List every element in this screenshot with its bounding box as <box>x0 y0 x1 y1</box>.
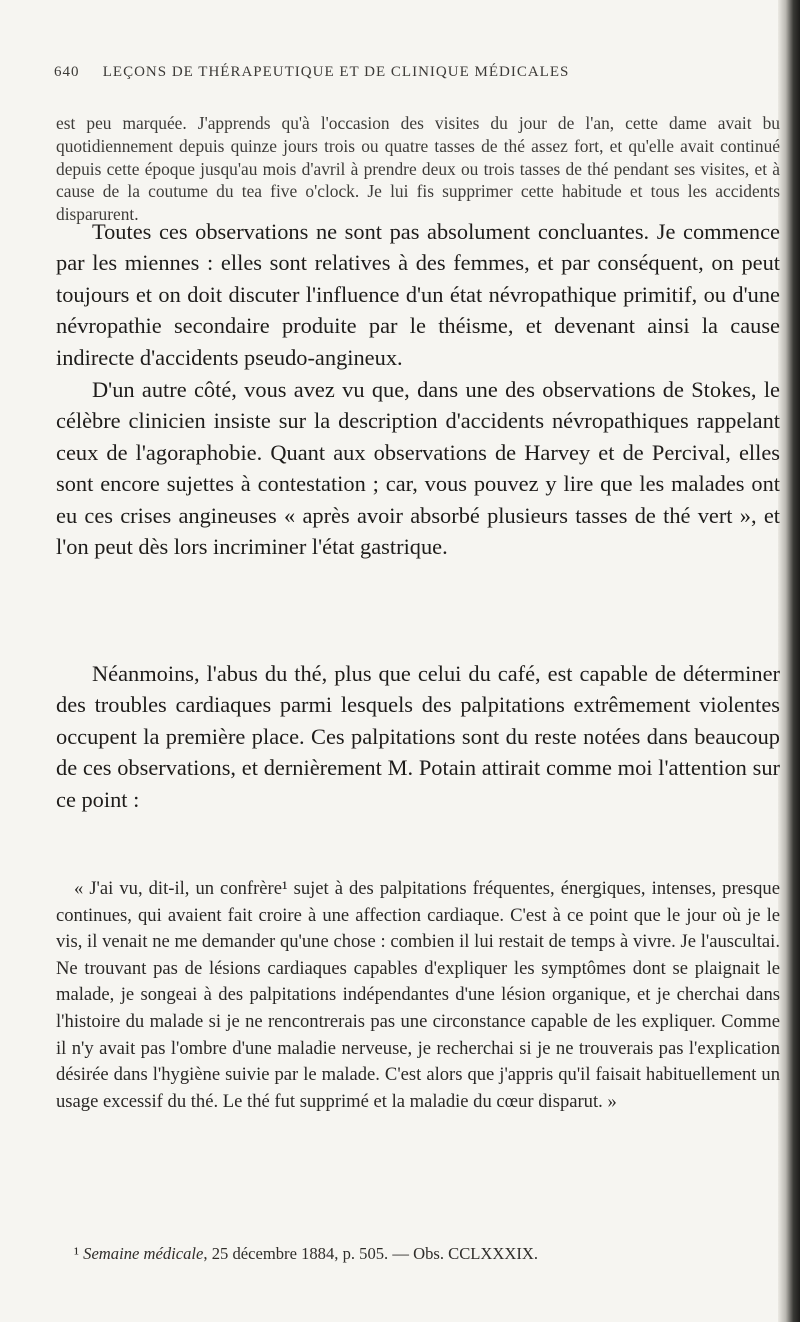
running-title: LEÇONS DE THÉRAPEUTIQUE ET DE CLINIQUE MÉDICALES <box>102 64 570 80</box>
paragraph-tea-abuse: Néanmoins, l'abus du thé, plus que celui du café, est capable de déterminer des troubles cardiaques parmi lesquels des palpitations extrêmement violentes occupent la première place. Ces palpitations sont du reste notées dans beaucoup de ces observations, et dernièrement M. Potain attirait comme moi l'attention sur ce point : <box>56 661 780 812</box>
paragraph-observations: Toutes ces observations ne sont pas absolument concluantes. Je commence par les miennes : elles sont relatives à des femmes, et par conséquent, on peut toujours et on doit discuter l'influence d'un état névropathique primitif, ou d'une névropathie secondaire produite par le théisme, et devenant ainsi la cause indirecte d'accidents pseudo-angineux. <box>56 219 780 370</box>
paragraph-continued: est peu marquée. J'apprends qu'à l'occasion des visites du jour de l'an, cette dame avait bu quotidiennement depuis quinze jours trois ou quatre tasses de thé assez fort, et qu'elle avait continué depuis cette époque jusqu'au mois d'avril à prendre deux ou trois tasses de thé pendant ses visites, et à cause de la coutume du tea five o'clock. Je lui fis supprimer cette habitude et tous les accidents disparurent. <box>56 113 780 225</box>
paragraph-stokes: D'un autre côté, vous avez vu que, dans une des observations de Stokes, le célèbre clinicien insiste sur la description d'accidents névropathiques rappelant ceux de l'agoraphobie. Quant aux observations de Harvey et de Percival, elles sont encore sujettes à contestation ; car, vous pouvez y lire que les malades ont eu ces crises angineuses « après avoir absorbé plusieurs tasses de thé vert », et l'on peut dès lors incriminer l'état gastrique. <box>56 377 780 560</box>
footnote-source: Semaine médicale <box>83 1244 204 1263</box>
running-header <box>54 64 774 81</box>
potain-quotation: « J'ai vu, dit-il, un confrère¹ sujet à des palpitations fréquentes, énergiques, intenses, presque continues, qui avaient fait croire à une affection cardiaque. C'est à ce point que le jour où je le vis, il venait ne me demander qu'une chose : combien il lui restait de temps à vivre. Je l'auscultai. Ne trouvant pas de lésions cardiaques capables d'expliquer les symptômes dont se plaignait le malade, je songeai à des palpitations indépendantes d'une lésion organique, et je cherchai dans l'histoire du malade si je ne rencontrerais pas une circonstance capable de les expliquer. Comme il n'y avait pas l'ombre d'une maladie nerveuse, je recherchai si je ne trouverais pas l'explication désirée dans l'hygiène suivie par le malade. C'est alors que j'appris qu'il faisait habituellement un usage excessif du thé. Le thé fut supprimé et la maladie du cœur disparut. » <box>56 878 780 1112</box>
footnote-reference: , 25 décembre 1884, p. 505. — Obs. CCLXXXIX. <box>203 1244 539 1263</box>
footnote <box>74 1244 774 1264</box>
page-number: 640 <box>54 64 80 80</box>
footnote-mark: ¹ <box>74 1244 79 1263</box>
scan-edge-shadow <box>778 0 800 1322</box>
